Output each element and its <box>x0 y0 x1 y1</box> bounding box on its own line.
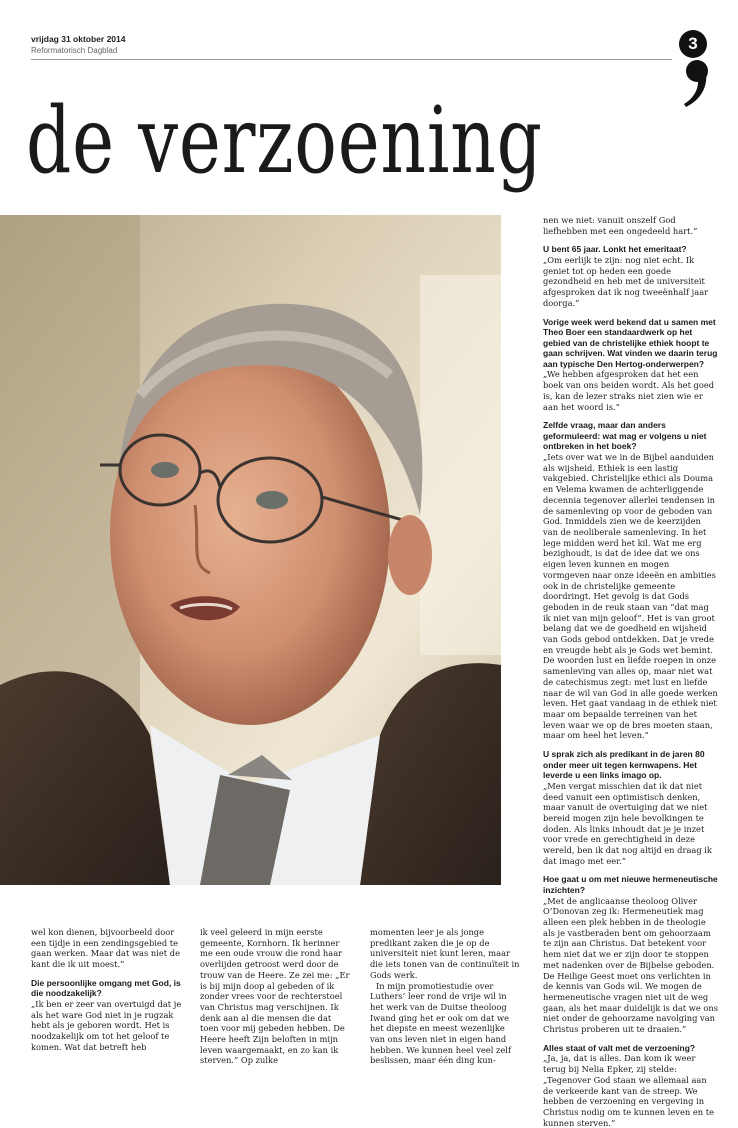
paragraph: nen we niet: vanuit onszelf God liefhebben met een ongedeeld hart.” <box>543 215 698 236</box>
paragraph: wel kon dienen, bijvoorbeeld door een tijdje in een zendingsgebied te gaan werken. Maar dat was niet de kant die ik uit moest.” <box>31 927 180 970</box>
comma-logo-icon <box>684 58 710 112</box>
issue-date: vrijdag 31 oktober 2014 <box>31 34 126 44</box>
page-number-badge: 3 <box>679 30 707 58</box>
question-heading: Die persoonlijke omgang met God, is die noodzakelijk? <box>31 977 181 999</box>
bottom-column-3 <box>370 927 522 1066</box>
question-heading: U bent 65 jaar. Lonkt het emeritaat? <box>543 244 687 255</box>
newspaper-name: Reformatorisch Dagblad <box>31 46 118 55</box>
headline: de verzoening <box>26 87 543 194</box>
bottom-column-1 <box>31 927 183 1053</box>
paragraph: „Ik ben er zeer van overtuigd dat je als het ware God niet in je rugzak hebt als je geboren wordt. Het is noodzakelijk om tot het geloof te komen. Wat dat betreft heb <box>31 999 182 1052</box>
paragraph: „Iets over wat we in de Bijbel aanduiden als wijsheid. Ethiek is een lastig vakgebied. Christelijke ethici als Douma en Velema kwamen de achterliggende decennia tegenover allerlei tendensen in de samenleving op voor de geboden van God. Inmiddels zien we de keerzijden van de neoliberale samenleving. In het lege midden werd het kil. Wat me erg bezighoudt, is dat de idee dat we ons eigen leven kunnen en mogen vormgeven naar onze ideeën en ambities ook in de christelijke gemeente doordringt. Het gevolg is dat Gods geboden in de reuk staan van “dat mag ik niet van mijn geloof”. Het is van groot belang dat we de goedheid en wijsheid van Gods gebod ontdekken. Dat je vrede en vreugde hebt als je Gods wet bemint. De woorden lust en liefde roepen in onze samenleving van alles op, maar niet wat de catechismus zegt: met lust en liefde naar de wil van God in alle goede werken leven. Het gaat vandaag in de ethiek niet maar om bepaalde terreinen van het leven waar we op de bres moeten staan, maar om heel het leven.” <box>543 452 718 741</box>
paragraph: „We hebben afgesproken dat het een boek van ons beiden wordt. Als het goed is, kan de lezer straks niet zien wie er aan het woord is.” <box>543 369 715 412</box>
question-heading: Vorige week werd bekend dat u samen met Theo Boer een standaardwerk op het gebied van de christelijke ethiek hoopt te gaan schrijven. Wat vinden we daarin terug aan typische Den Hertog-onderwerpen? <box>543 316 718 369</box>
paragraph: „Ja, ja, dat is alles. Dan kom ik weer terug bij Nelia Epker, zij stelde: „Tegenover God staan we allemaal aan de verkeerde kant van de streep. We hebben de verzoening en vergeving in Christus nodig om te kunnen leven en te kunnen sterven.” <box>543 1053 715 1128</box>
right-article-column <box>543 215 718 1128</box>
paragraph: „Met de anglicaanse theoloog Oliver O’Donovan zeg ik: Hermeneutiek mag alleen een plek hebben in de theologie als je vastberaden bent om gehoorzaam te zijn aan Christus. Dat betekent voor hem niet dat we er zijn door te stoppen met nadenken over de Bijbelse geboden. De Heilige Geest moet ons verlichten in de kennis van Gods wil. We mogen de hermeneutische vragen niet uit de weg gaan, als het maar duidelijk is dat we ons niet onder de gehoorzame navolging van Christus proberen uit te draaien.” <box>543 895 719 1035</box>
bottom-column-2 <box>200 927 352 1066</box>
portrait-photo <box>0 215 501 885</box>
question-heading: Zelfde vraag, maar dan anders geformuleerd: wat mag er volgens u niet ontbreken in het boek? <box>543 420 707 452</box>
paragraph: momenten leer je als jonge predikant zaken die je op de universiteit niet kunt leren, maar die iets tonen van de continuïteit in Gods werk. <box>370 927 520 980</box>
question-heading: Hoe gaat u om met nieuwe hermeneutische inzichten? <box>543 874 718 896</box>
paragraph: ik veel geleerd in mijn eerste gemeente, Kornhorn. Ik herinner me een oude vrouw die rond haar overlijden getroost werd door de trouw van de Heere. Ze zei me: „Er is bij mijn doop al gebeden of ik zonder vrees voor de rechterstoel van Christus mag verschijnen. Ik denk aan al die mensen die dat toen voor mij gebeden hebben. De Heere heeft Zijn beloften in mijn leven waargemaakt, en zo kan ik sterven.” Op zulke <box>200 927 350 1066</box>
header-divider <box>31 59 672 60</box>
question-heading: Alles staat of valt met de verzoening? <box>543 1042 696 1053</box>
paragraph: „Om eerlijk te zijn: nog niet echt. Ik geniet tot op heden een goede gezondheid en heb met de universiteit afgesproken dat ik nog tweeënhalf jaar doorga.” <box>543 255 709 308</box>
paragraph: „Men vergat misschien dat ik dat niet deed vanuit een optimistisch denken, maar vanuit de overtuiging dat we niet bereid mogen zijn hele bevolkingen te doden. Als links inhoudt dat je je inzet voor vrede en gerechtigheid in deze wereld, ben ik dat nog altijd en draag ik dat imago met eer.” <box>543 780 712 866</box>
paragraph: In mijn promotiestudie over Luthers’ leer rond de vrije wil in het werk van de Duitse theoloog Iwand ging het er ook om dat we het diepste en meest wezenlijke van ons leven niet in eigen hand hebben. We kunnen heel veel zelf beslissen, maar één ding kun- <box>370 980 512 1066</box>
question-heading: U sprak zich als predikant in de jaren 80 onder meer uit tegen kernwapens. Het leverde u een links imago op. <box>543 749 705 781</box>
